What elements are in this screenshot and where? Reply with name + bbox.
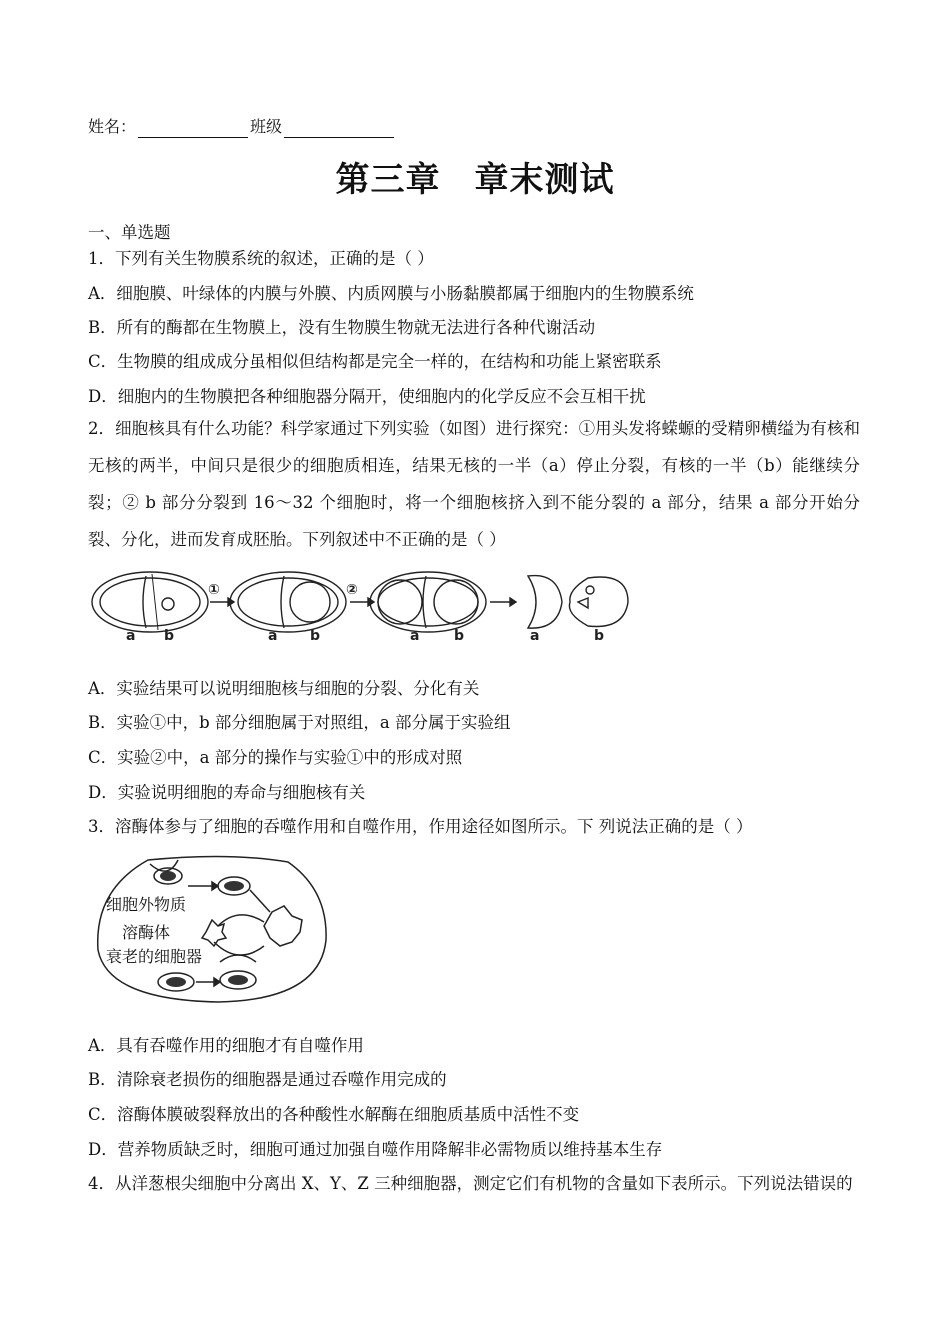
q4-stem: 4．从洋葱根尖细胞中分离出 X、Y、Z 三种细胞器，测定它们有机物的含量如下表所示。下列说法错误的 bbox=[88, 1174, 853, 1193]
q3-stem: 3．溶酶体参与了细胞的吞噬作用和自噬作用，作用途径如图所示。下 列说法正确的是（ ） bbox=[88, 817, 753, 836]
q1-option-c: C．生物膜的组成成分虽相似但结构都是完全一样的，在结构和功能上紧密联系 bbox=[88, 352, 662, 371]
section-heading: 一、单选题 bbox=[88, 223, 171, 242]
q2-stem: 2．细胞核具有什么功能？科学家通过下列实验（如图）进行探究：①用头发将蝾螈的受精卵横缢为有核和无核的两半，中间只是很少的细胞质相连，结果无核的一半（a）停止分裂，有核的一半（b）能继续分裂；② b 部分分裂到 16～32 个细胞时，将一个细胞核挤入到不能分裂的 a 部分，结果 a 部分开始分裂、分化，进而发育成胚胎。下列叙述中不正确的是（ ） bbox=[88, 419, 860, 549]
q3-option-a: A．具有吞噬作用的细胞才有自噬作用 bbox=[88, 1036, 364, 1055]
q3-figure bbox=[88, 850, 338, 1010]
svg-text:a: a bbox=[530, 628, 540, 644]
q1-option-d: D．细胞内的生物膜把各种细胞器分隔开，使细胞内的化学反应不会互相干扰 bbox=[88, 387, 646, 406]
class-blank[interactable] bbox=[284, 122, 394, 138]
q2-option-c: C．实验②中，a 部分的操作与实验①中的形成对照 bbox=[88, 748, 463, 767]
q2-option-d: D．实验说明细胞的寿命与细胞核有关 bbox=[88, 783, 366, 802]
page-title: 第三章 章末测试 bbox=[335, 160, 615, 200]
q2-option-b: B．实验①中，b 部分细胞属于对照组，a 部分属于实验组 bbox=[88, 713, 511, 732]
name-label: 姓名： bbox=[88, 117, 137, 136]
svg-text:a: a bbox=[126, 628, 136, 644]
class-label: 班级 bbox=[250, 117, 283, 136]
q1-option-b: B．所有的酶都在生物膜上，没有生物膜生物就无法进行各种代谢活动 bbox=[88, 318, 596, 337]
svg-text:溶酶体: 溶酶体 bbox=[122, 923, 171, 942]
svg-text:②: ② bbox=[346, 582, 358, 598]
q1-stem: 1．下列有关生物膜系统的叙述，正确的是（ ） bbox=[88, 249, 434, 268]
q3-option-c: C．溶酶体膜破裂释放出的各种酸性水解酶在细胞质基质中活性不变 bbox=[88, 1105, 580, 1124]
q2-option-a: A．实验结果可以说明细胞核与细胞的分裂、分化有关 bbox=[88, 679, 480, 698]
q2-figure bbox=[88, 568, 638, 648]
svg-text:a: a bbox=[268, 628, 278, 644]
svg-text:b: b bbox=[310, 628, 321, 644]
q1-option-a: A．细胞膜、叶绿体的内膜与外膜、内质网膜与小肠黏膜都属于细胞内的生物膜系统 bbox=[88, 284, 694, 303]
svg-text:b: b bbox=[454, 628, 465, 644]
q3-option-b: B．清除衰老损伤的细胞器是通过吞噬作用完成的 bbox=[88, 1070, 447, 1089]
name-blank[interactable] bbox=[138, 122, 248, 138]
svg-text:b: b bbox=[164, 628, 175, 644]
svg-text:细胞外物质: 细胞外物质 bbox=[106, 895, 187, 914]
svg-text:①: ① bbox=[208, 582, 220, 598]
svg-text:衰老的细胞器: 衰老的细胞器 bbox=[106, 947, 203, 966]
svg-text:b: b bbox=[594, 628, 605, 644]
svg-text:a: a bbox=[410, 628, 420, 644]
student-info-header bbox=[88, 116, 396, 138]
q3-option-d: D．营养物质缺乏时，细胞可通过加强自噬作用降解非必需物质以维持基本生存 bbox=[88, 1140, 663, 1159]
